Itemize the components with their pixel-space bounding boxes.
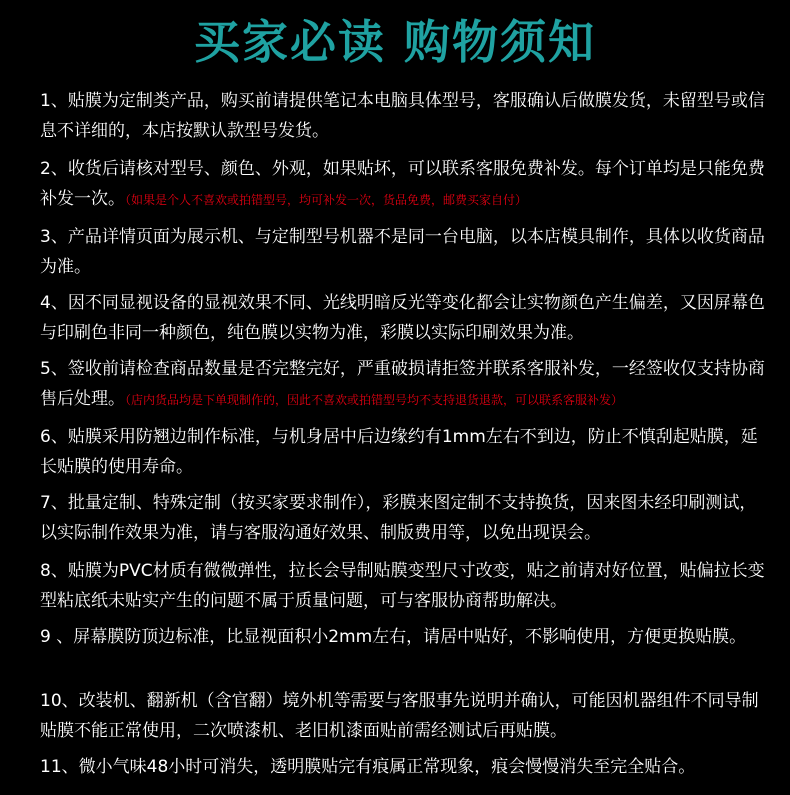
notice-text: 8、贴膜为PVC材质有微微弹性，拉长会导制贴膜变型尺寸改变，贴之前请对好位置，贴偏拉长变型粘底纸未贴实产生的问题不属于质量问题，可与客服协商帮助解决。: [40, 561, 765, 611]
notice-text: 3、产品详情页面为展示机、与定制型号机器不是同一台电脑，以本店模具制作，具体以收货商品为准。: [40, 227, 765, 277]
notice-text: 2、收货后请核对型号、颜色、外观，如果贴坏，可以联系客服免费补发。每个订单均是只能免费补发一次。: [40, 159, 765, 209]
notice-item-8: [40, 556, 770, 616]
notice-item-7: [40, 488, 770, 548]
notice-item-10: [40, 686, 770, 746]
notice-note: （如果是个人不喜欢或拍错型号，均可补发一次，货品免费，邮费买家自付）: [125, 193, 528, 207]
notice-item-5: [40, 354, 770, 415]
notice-item-2: [40, 154, 770, 215]
notice-text: 4、因不同显视设备的显视效果不同、光线明暗反光等变化都会让实物颜色产生偏差，又因屏幕色与印刷色非同一种颜色，纯色膜以实物为准，彩膜以实际印刷效果为准。: [40, 293, 765, 343]
notice-text: 9 、屏幕膜防顶边标准，比显视面积小2mm左右，请居中贴好，不影响使用，方便更换贴膜。: [40, 627, 747, 647]
notice-note: （店内货品均是下单现制作的，因此不喜欢或拍错型号均不支持退货退款，可以联系客服补发）: [125, 393, 624, 407]
notice-item-4: [40, 288, 770, 348]
notice-text: 1、贴膜为定制类产品，购买前请提供笔记本电脑具体型号，客服确认后做膜发货，未留型号或信息不详细的，本店按默认款型号发货。: [40, 91, 765, 141]
notice-text: 6、贴膜采用防翘边制作标准，与机身居中后边缘约有1mm左右不到边，防止不慎刮起贴膜，延长贴膜的使用寿命。: [40, 427, 758, 477]
notice-item-3: [40, 222, 770, 282]
notice-item-9: [40, 622, 770, 652]
notice-text: 5、签收前请检查商品数量是否完整完好，严重破损请拒签并联系客服补发，一经签收仅支持协商售后处理。: [40, 359, 765, 409]
notice-text: 10、改装机、翻新机（含官翻）境外机等需要与客服事先说明并确认，可能因机器组件不同导制贴膜不能正常使用，二次喷漆机、老旧机漆面贴前需经测试后再贴膜。: [40, 691, 759, 741]
notice-text: 7、批量定制、特殊定制（按买家要求制作），彩膜来图定制不支持换货，因来图未经印刷测试，以实际制作效果为准，请与客服沟通好效果、制版费用等，以免出现误会。: [40, 493, 757, 543]
notice-item-6: [40, 422, 770, 482]
notice-text: 11、微小气味48小时可消失，透明膜贴完有痕属正常现象，痕会慢慢消失至完全贴合。: [40, 757, 696, 777]
notice-item-11: [40, 752, 770, 782]
page-title: 买家必读 购物须知: [193, 15, 596, 69]
notice-item-1: [40, 86, 770, 146]
